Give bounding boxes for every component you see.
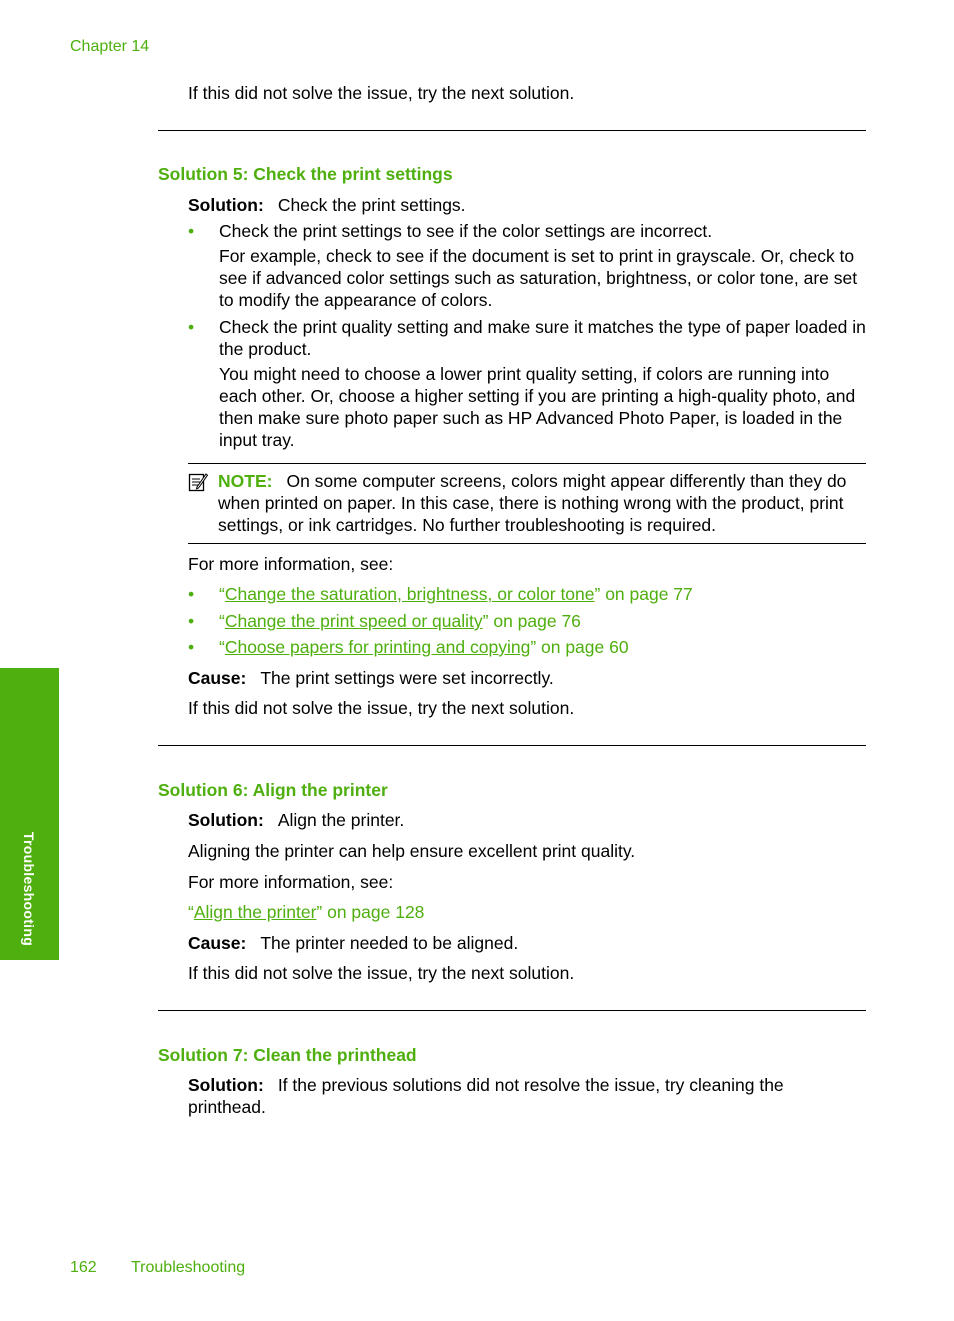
bullet-2-detail: You might need to choose a lower print quality setting, if colors are running into each other. Or, choose a higher setting if you are printing a high-quality photo, and then make sure photo paper such as HP Advanced Photo Paper, is loaded in the input tray.	[219, 364, 856, 450]
solution-text: Align the printer.	[277, 810, 405, 830]
section-divider	[158, 130, 866, 131]
section-divider	[158, 745, 866, 746]
solution-5-heading: Solution 5: Check the print settings	[158, 164, 453, 184]
solution-5-solution-line	[188, 194, 868, 216]
note-label: NOTE:	[218, 471, 273, 491]
solution-5-cause-line	[188, 667, 868, 689]
section-divider	[158, 1010, 866, 1011]
note-top-rule	[188, 463, 866, 464]
bullet-marker: •	[188, 221, 195, 241]
bullet-1-detail: For example, check to see if the document is set to print in grayscale. Or, check to see if advanced color settings such as saturation, brightness, or color tone, are set to modify the appearance of colors.	[219, 246, 858, 310]
link-item-color-tone	[219, 583, 869, 605]
top-next-solution-text: If this did not solve the issue, try the next solution.	[188, 83, 575, 103]
cause-label: Cause:	[188, 933, 247, 953]
bullet-marker: •	[188, 584, 195, 604]
quote-open: “	[219, 611, 225, 631]
solution-5-next: If this did not solve the issue, try the next solution.	[188, 698, 575, 718]
side-tab-label: Troubleshooting	[21, 831, 37, 947]
note-icon	[188, 472, 208, 492]
bullet-marker: •	[188, 637, 195, 657]
quote-open: “	[219, 637, 225, 657]
solution-5-more-info: For more information, see:	[188, 554, 394, 574]
solution-6-next: If this did not solve the issue, try the next solution.	[188, 963, 575, 983]
note-bottom-rule	[188, 543, 866, 544]
solution-label: Solution:	[188, 1075, 264, 1095]
page-number: 162	[70, 1259, 97, 1276]
cause-text: The printer needed to be aligned.	[260, 933, 519, 953]
solution-6-cause-line	[188, 932, 868, 954]
solution-label: Solution:	[188, 810, 264, 830]
bullet-1-main: Check the print settings to see if the color settings are incorrect.	[219, 221, 713, 241]
link-item-align-printer	[188, 901, 868, 923]
link-change-color-tone[interactable]: Change the saturation, brightness, or color tone	[224, 584, 595, 604]
note-body	[218, 470, 868, 536]
quote-open: “	[219, 584, 225, 604]
link-item-choose-papers	[219, 636, 869, 658]
solution-6-heading: Solution 6: Align the printer	[158, 780, 388, 800]
link-suffix: ” on page 60	[530, 637, 629, 657]
cause-text: The print settings were set incorrectly.	[260, 668, 554, 688]
solution-7-solution-line	[188, 1074, 828, 1118]
quote-open: “	[188, 902, 194, 922]
link-change-print-speed[interactable]: Change the print speed or quality	[224, 611, 483, 631]
cause-label: Cause:	[188, 668, 247, 688]
solution-label: Solution:	[188, 195, 264, 215]
solution-text: If the previous solutions did not resolve the issue, try cleaning the printhead.	[188, 1075, 784, 1117]
chapter-header: Chapter 14	[70, 38, 150, 55]
bullet-marker: •	[188, 611, 195, 631]
solution-6-solution-line	[188, 809, 868, 831]
solution-text: Check the print settings.	[277, 195, 466, 215]
link-suffix: ” on page 77	[594, 584, 693, 604]
solution-7-heading: Solution 7: Clean the printhead	[158, 1045, 417, 1065]
link-suffix: ” on page 76	[482, 611, 581, 631]
bullet-marker: •	[188, 317, 195, 337]
footer-section-title: Troubleshooting	[131, 1259, 246, 1276]
link-choose-papers[interactable]: Choose papers for printing and copying	[224, 637, 531, 657]
solution-6-body: Aligning the printer can help ensure excellent print quality.	[188, 841, 636, 861]
link-suffix: ” on page 128	[316, 902, 425, 922]
link-align-printer[interactable]: Align the printer	[193, 902, 317, 922]
bullet-2-main: Check the print quality setting and make sure it matches the type of paper loaded in the product.	[219, 317, 866, 359]
link-item-print-speed	[219, 610, 869, 632]
note-text: On some computer screens, colors might appear differently than they do when printed on paper. In this case, there is nothing wrong with the product, print settings, or ink cartridges. No further troubleshooting is required.	[218, 471, 847, 535]
solution-6-more-info: For more information, see:	[188, 872, 394, 892]
